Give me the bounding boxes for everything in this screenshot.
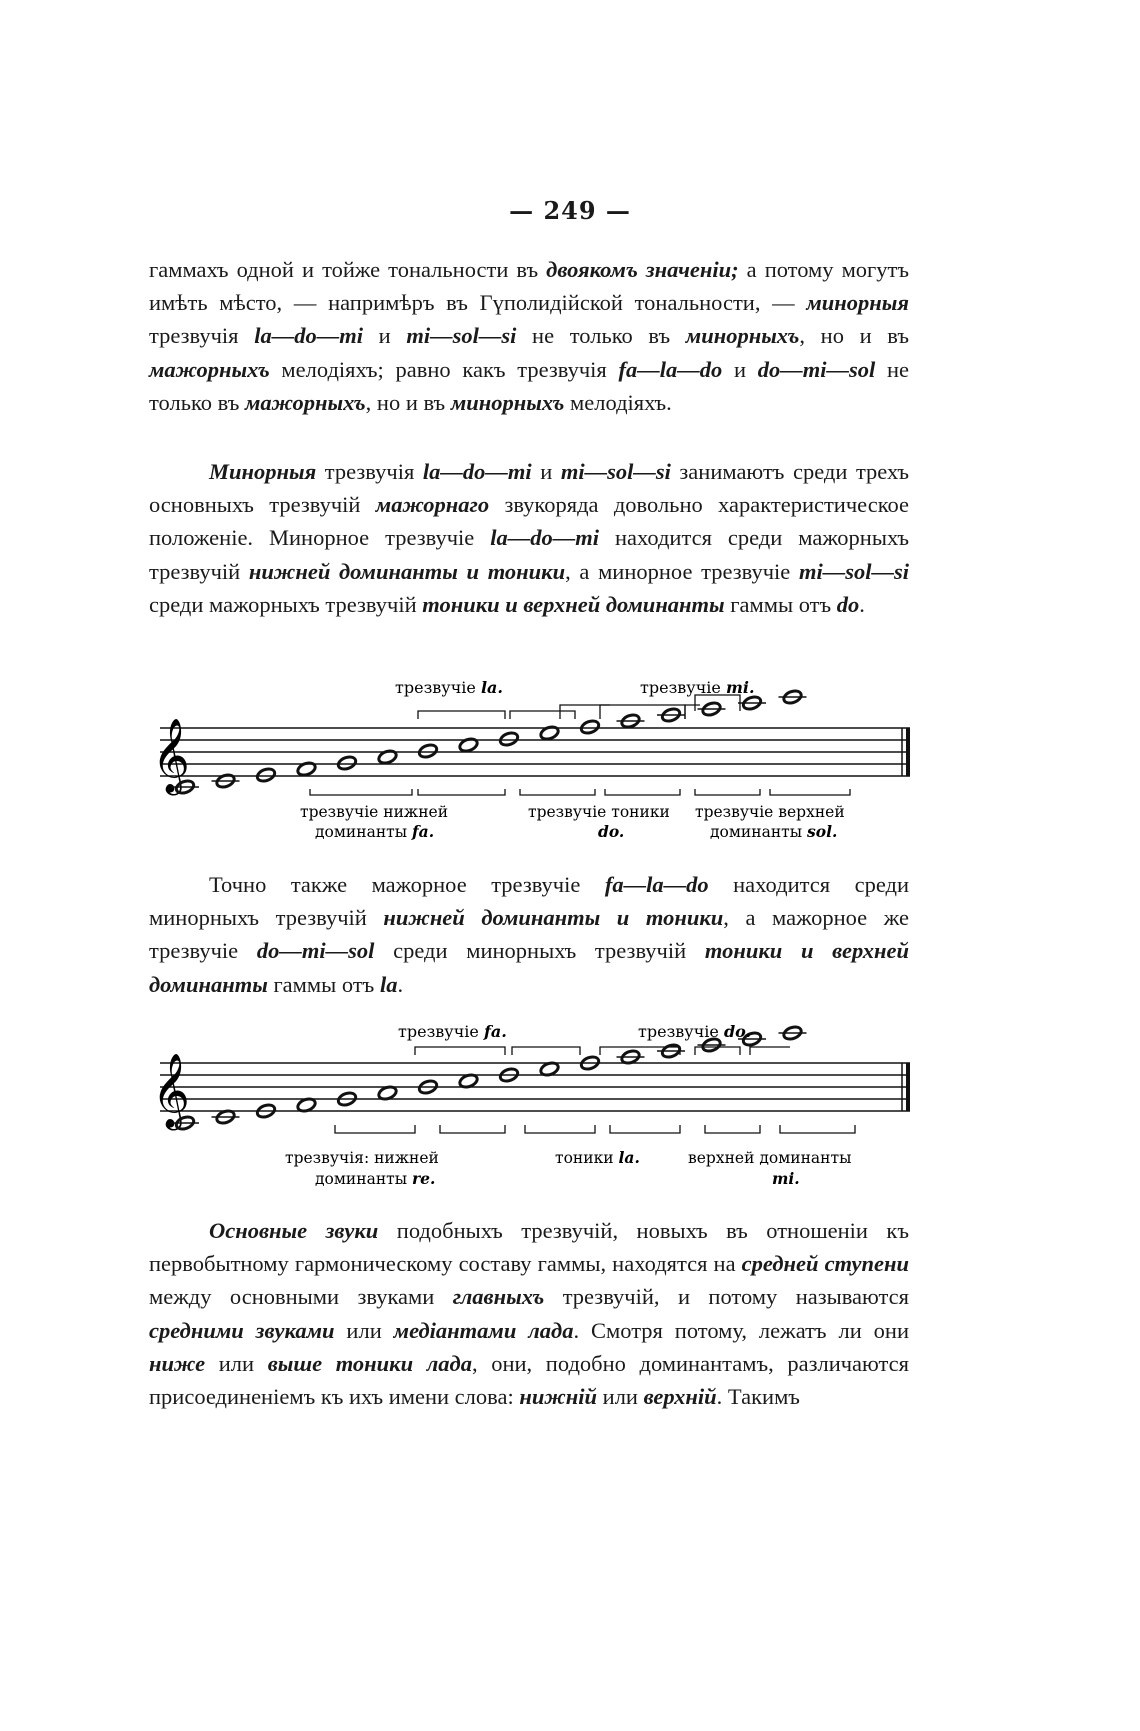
body-text: среди мажорныхъ трезвучій [149,591,423,617]
emphasis-text: мажорнаго [375,492,490,518]
music-example-1 [140,665,920,855]
emphasis-text: mi—sol—si [798,558,909,584]
body-text: а потому могутъ имѣть мѣсто, — напримѣръ въ Гүполидійской тональности, — [149,257,910,316]
body-text: и [722,356,758,382]
example2-top-label-1 [398,1022,507,1041]
emphasis-text: минорныя [806,290,909,316]
emphasis-text: главныхъ [452,1284,545,1310]
example2-bottom-label-2 [555,1148,640,1167]
body-text: , а минорное трезвучіе [565,558,799,584]
svg-text:трезвучіе la.: трезвучіе la. [395,678,503,697]
example2-top-label-2 [638,1022,751,1041]
triad-brackets [310,695,850,795]
emphasis-text: средней ступени [741,1251,909,1277]
emphasis-text: la—do—mi [422,459,532,484]
body-text: и [531,459,561,484]
body-text: . [859,591,865,617]
emphasis-text: нижней доминанты и тоники [248,558,566,584]
whole-note [377,749,398,765]
body-text: не только въ [149,356,909,415]
emphasis-text: mi—sol—si [406,323,517,349]
body-text: или [597,1384,644,1410]
example1-bottom-label-2 [528,803,670,841]
svg-text:доминанты sol.: доминанты sol. [710,822,838,841]
body-text: между основными звуками [149,1284,453,1310]
whole-note [418,743,439,759]
whole-note [296,761,317,777]
body-text: находится среди мажорныхъ трезвучій [149,525,909,584]
body-text: , а мажорное же трезвучіе [149,905,909,964]
emphasis-text: Минорныя [209,459,317,484]
whole-note [256,767,277,783]
emphasis-text: la—do—mi [254,323,363,349]
svg-text:трезвучіе верхней: трезвучіе верхней [695,803,845,821]
emphasis-text: Основные звуки [209,1218,379,1243]
svg-text:доминанты re.: доминанты re. [315,1169,436,1188]
emphasis-text: ниже [149,1350,206,1376]
svg-text:тоники la.: тоники la. [555,1148,640,1167]
example2-bottom-label-3 [688,1149,851,1188]
body-text: или [205,1350,268,1376]
example1-bottom-label-3 [695,803,845,841]
emphasis-text: do [836,591,860,617]
whole-note [580,719,601,735]
emphasis-text: медіантами лада [393,1317,574,1343]
body-text: подобныхъ трезвучій, новыхъ въ отношеніи къ первобытному гармоническому составу гаммы, находятся на [149,1218,909,1277]
body-text: среди минорныхъ трезвучій [374,938,705,964]
whole-note [499,731,520,747]
body-text: не только въ [516,323,686,349]
treble-clef-icon: 𝄞 [152,1054,190,1128]
body-text: . [397,971,404,997]
emphasis-text: нижній [519,1384,598,1410]
example1-top-label-2 [640,678,755,697]
body-text: , но и въ [799,323,910,349]
emphasis-text: средними звуками [149,1317,335,1343]
paragraph-3 [149,868,909,1001]
emphasis-text: mi—sol—si [560,459,671,484]
treble-clef-icon: 𝄞 [152,719,190,793]
emphasis-text: двоякомъ значеніи; [546,257,739,282]
body-text: трезвучій, и потому называются [544,1284,909,1310]
body-text: и [362,323,407,349]
body-text: звукоряда довольно характеристическое положеніе. Минорное трезвучіе [149,492,909,551]
example1-top-label-1 [395,678,503,697]
body-text: гаммы отъ [724,591,837,617]
page-number: — 249 — [509,196,631,225]
emphasis-text: fa—la—do [604,872,709,897]
svg-text:трезвучіе нижней: трезвучіе нижней [300,803,449,821]
emphasis-text: fa—la—do [618,356,723,382]
notes [171,689,807,795]
triad-brackets [335,1047,855,1133]
music-example-2 [140,1015,940,1195]
paragraph-1 [149,253,909,419]
emphasis-text: верхній [643,1384,717,1410]
body-text: , они, подобно доминантамъ, различаются присоединеніемъ къ ихъ имени слова: [149,1350,909,1410]
body-text: гаммахъ одной и тойже тональности въ [149,257,547,282]
example2-bottom-label-1 [285,1149,439,1188]
emphasis-text: la—do—mi [490,525,599,551]
paragraph-2 [149,455,909,621]
body-text: . Смотря потому, лежатъ ли они [573,1317,909,1343]
body-text: , но и въ [365,389,451,415]
svg-text:верхней доминанты: верхней доминанты [688,1149,852,1167]
body-text: Точно также мажорное трезвучіе [209,872,605,897]
emphasis-text: выше тоники лада [267,1350,472,1376]
staff-lines [160,1063,910,1111]
svg-text:трезвучіе do.: трезвучіе do. [638,1022,752,1041]
emphasis-text: la [379,971,398,997]
body-text: мелодіяхъ. [564,389,672,415]
whole-note [539,725,560,741]
emphasis-text: тоники и верхней доминанты [422,591,725,617]
example1-bottom-label-1 [300,803,448,841]
emphasis-text: минорныхъ [450,389,565,415]
body-text: трезвучія [149,323,255,349]
svg-text:трезвучія: нижней: трезвучія: нижней [285,1149,439,1167]
body-text: . Такимъ [716,1384,800,1410]
emphasis-text: do—mi—sol [757,356,876,382]
svg-text:доминанты fa.: доминанты fa. [315,822,435,841]
emphasis-text: мажорныхъ [149,356,270,382]
svg-text:mi.: mi. [772,1169,800,1188]
paragraph-4 [149,1214,909,1413]
svg-text:do.: do. [598,822,625,841]
body-text: гаммы отъ [267,971,380,997]
emphasis-text: нижней доминанты и тоники [383,905,724,931]
body-text: занимаютъ среди трехъ основныхъ трезвучій [149,459,910,518]
emphasis-text: минорныхъ [685,323,800,349]
emphasis-text: мажорныхъ [244,389,366,415]
svg-text:трезвучіе mi.: трезвучіе mi. [640,678,755,697]
svg-text:трезвучіе fa.: трезвучіе fa. [398,1022,507,1041]
emphasis-text: do—mi—sol [256,938,375,964]
svg-text:трезвучіе тоники: трезвучіе тоники [528,803,670,821]
body-text: находится среди минорныхъ трезвучій [149,872,909,931]
body-text: трезвучія [316,459,423,484]
whole-note [337,755,358,771]
whole-note [458,737,479,753]
body-text: мелодіяхъ; равно какъ трезвучія [269,356,619,382]
emphasis-text: тоники и верхней доминанты [149,938,909,997]
body-text: или [334,1317,394,1343]
